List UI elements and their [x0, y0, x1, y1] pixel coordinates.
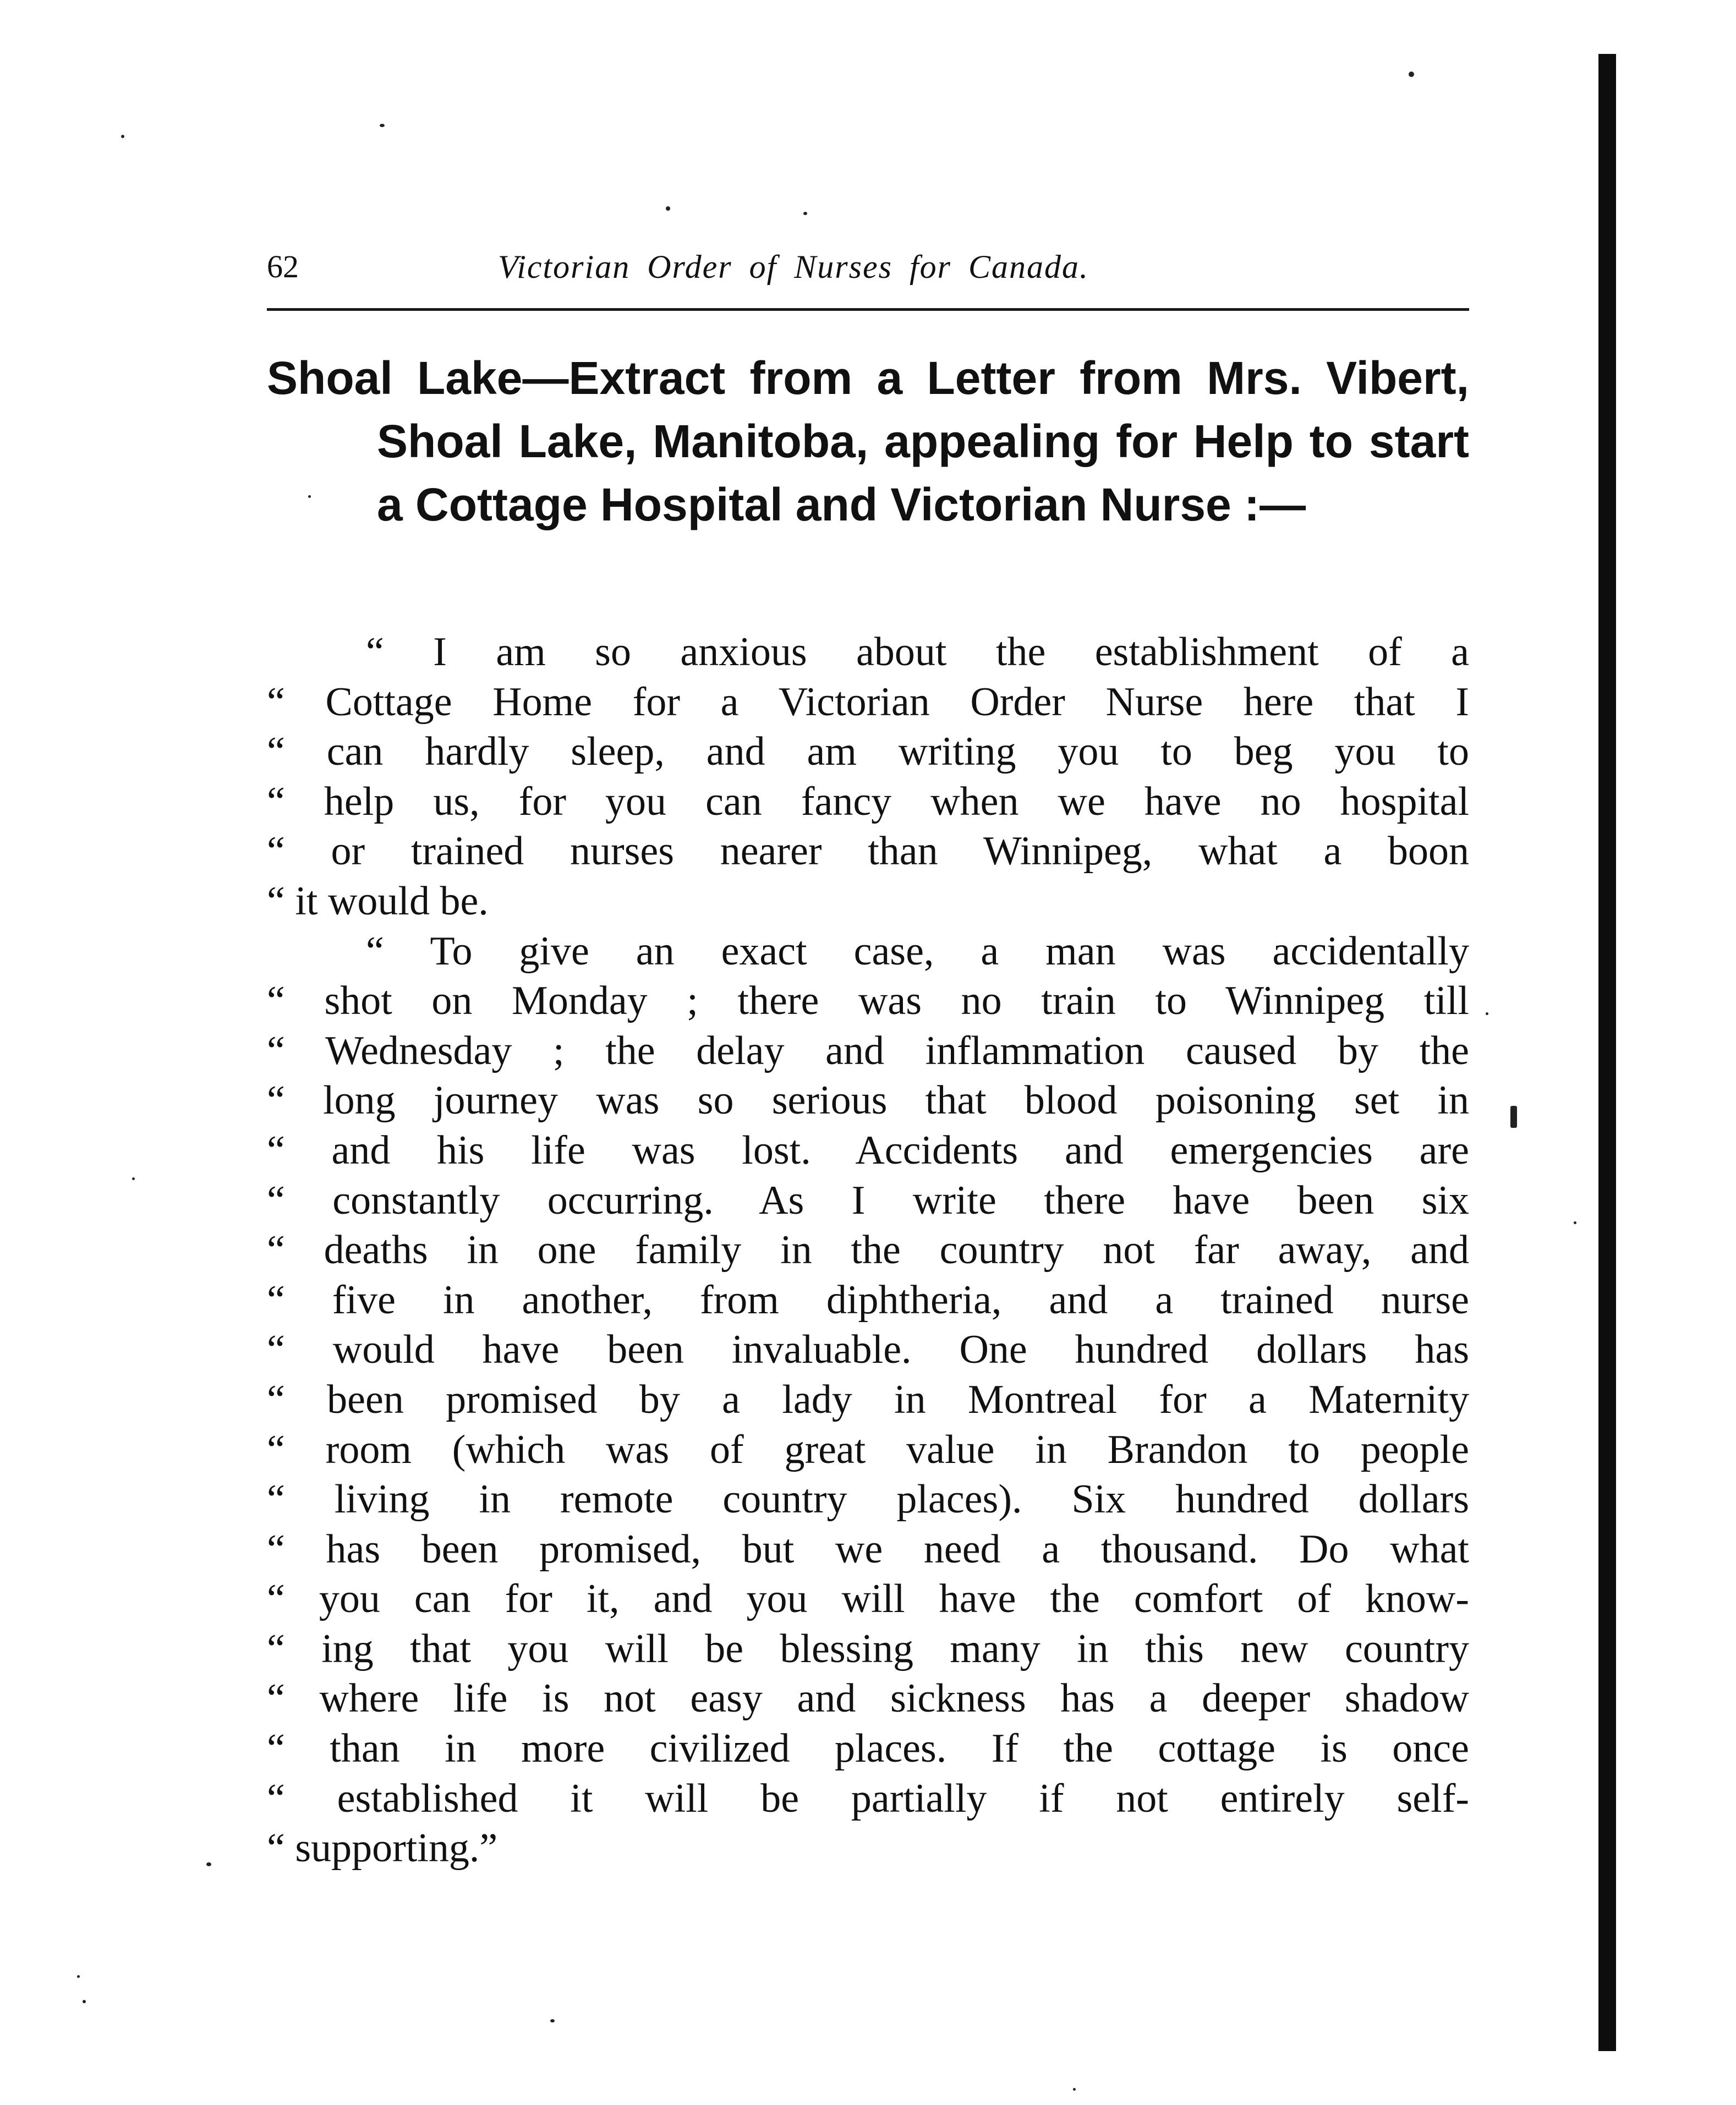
- scan-speck: [121, 135, 124, 138]
- scan-speck: [1409, 72, 1414, 77]
- scan-speck: [380, 124, 385, 127]
- text-line: “ has been promised, but we need a thousand. Do what: [267, 1526, 1469, 1572]
- text-line: “ where life is not easy and sickness has a deeper shadow: [267, 1676, 1469, 1722]
- page-number: 62: [267, 249, 299, 284]
- scan-speck: [550, 2019, 555, 2022]
- scan-speck: [83, 2000, 86, 2003]
- letter-body: [267, 627, 1469, 1873]
- text-line: “ shot on Monday ; there was no train to Winnipeg till: [267, 978, 1469, 1024]
- text-line: “ five in another, from diphtheria, and a trained nurse: [267, 1277, 1469, 1323]
- text-line: “ been promised by a lady in Montreal for a Maternity: [267, 1377, 1469, 1422]
- text-line: “ established it will be partially if not entirely self-: [267, 1775, 1469, 1821]
- scan-speck: [666, 206, 670, 211]
- scan-speck: [1574, 1221, 1576, 1224]
- text-line: “ you can for it, and you will have the comfort of know-: [267, 1576, 1469, 1622]
- letter-paragraph: [267, 927, 1469, 1873]
- text-line: “ ing that you will be blessing many in this new country: [267, 1626, 1469, 1671]
- scan-speck: [206, 1862, 211, 1866]
- header-rule: [267, 308, 1469, 311]
- text-line: “ can hardly sleep, and am writing you to beg you to: [267, 729, 1469, 775]
- text-line: “ supporting.”: [267, 1826, 498, 1871]
- binding-edge-shadow: [1598, 54, 1616, 2051]
- section-heading: Shoal Lake—Extract from a Letter from Mrs. Vibert, Shoal Lake, Manitoba, appealing for Help to start a Cottage Hospital and Victorian Nurse :—: [267, 352, 1469, 530]
- scan-speck: [1073, 2088, 1076, 2091]
- text-line: “ it would be.: [267, 878, 489, 924]
- text-line: “ than in more civilized places. If the cottage is once: [267, 1726, 1469, 1772]
- text-line: “ would have been invaluable. One hundred dollars has: [267, 1327, 1469, 1373]
- text-line: “ long journey was so serious that blood poisoning set in: [267, 1078, 1469, 1123]
- text-line: “ or trained nurses nearer than Winnipeg, what a boon: [267, 829, 1469, 874]
- text-line: “ and his life was lost. Accidents and emergencies are: [267, 1127, 1469, 1173]
- text-line: “ I am so anxious about the establishment of a: [366, 629, 1469, 675]
- text-line: “ deaths in one family in the country not far away, and: [267, 1227, 1469, 1273]
- text-line: “ To give an exact case, a man was accidentally: [366, 928, 1469, 974]
- text-line: “ living in remote country places). Six hundred dollars: [267, 1477, 1469, 1522]
- scan-speck: [308, 495, 311, 498]
- scan-speck: [1486, 1012, 1488, 1015]
- letter-paragraph: [267, 627, 1469, 927]
- scan-speck: [1510, 1106, 1517, 1128]
- text-line: “ Cottage Home for a Victorian Order Nurse here that I: [267, 679, 1469, 725]
- running-title: Victorian Order of Nurses for Canada.: [498, 249, 1089, 285]
- scan-speck: [132, 1177, 135, 1180]
- text-line: “ Wednesday ; the delay and inflammation caused by the: [267, 1028, 1469, 1073]
- scan-speck: [803, 212, 807, 215]
- text-line: “ help us, for you can fancy when we have no hospital: [267, 779, 1469, 824]
- scan-speck: [77, 1975, 80, 1978]
- text-line: “ room (which was of great value in Brandon to people: [267, 1427, 1469, 1472]
- text-line: “ constantly occurring. As I write there have been six: [267, 1177, 1469, 1223]
- page-header: [267, 238, 1469, 298]
